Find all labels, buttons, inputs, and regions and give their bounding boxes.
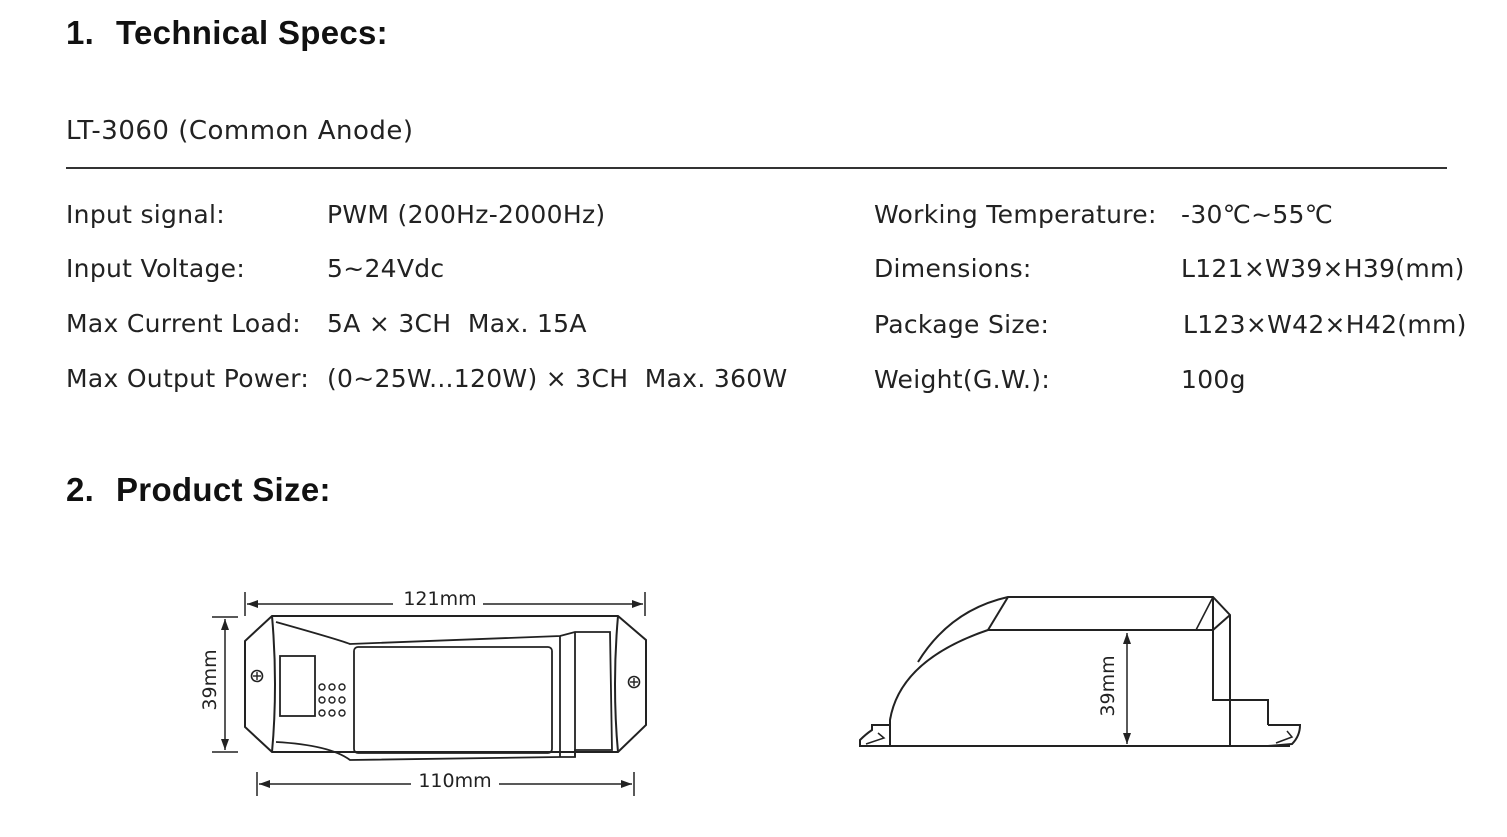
section-heading-product-size bbox=[66, 471, 331, 509]
spec-label-working-temperature: Working Temperature: bbox=[874, 200, 1157, 229]
side-view-diagram bbox=[850, 585, 1310, 764]
spec-label-weight: Weight(G.W.): bbox=[874, 365, 1051, 394]
spec-label-dimensions: Dimensions: bbox=[874, 254, 1032, 283]
spec-value-input-voltage: 5~24Vdc bbox=[327, 254, 445, 283]
spec-value-max-output-power: (0~25W...120W) × 3CH Max. 360W bbox=[327, 364, 788, 393]
spec-label-package-size: Package Size: bbox=[874, 310, 1050, 339]
dimension-label-side-height: 39mm bbox=[1097, 655, 1119, 717]
section-heading-technical-specs bbox=[66, 14, 388, 52]
spec-value-max-current-load: 5A × 3CH Max. 15A bbox=[327, 309, 587, 338]
section-title: Technical Specs: bbox=[116, 14, 388, 51]
spec-label-max-output-power: Max Output Power: bbox=[66, 364, 310, 393]
divider bbox=[66, 167, 1447, 169]
section-number: 2. bbox=[66, 471, 95, 508]
spec-value-weight: 100g bbox=[1181, 365, 1246, 394]
dimension-label-length: 121mm bbox=[403, 588, 477, 610]
section-title: Product Size: bbox=[116, 471, 331, 508]
spec-label-max-current-load: Max Current Load: bbox=[66, 309, 301, 338]
dimension-label-base: 110mm bbox=[418, 770, 492, 792]
spec-value-input-signal: PWM (200Hz-2000Hz) bbox=[327, 200, 606, 229]
section-number: 1. bbox=[66, 14, 95, 51]
spec-value-dimensions: L121×W39×H39(mm) bbox=[1181, 254, 1465, 283]
spec-value-package-size: L123×W42×H42(mm) bbox=[1183, 310, 1467, 339]
spec-label-input-signal: Input signal: bbox=[66, 200, 225, 229]
spec-value-working-temperature: -30℃~55℃ bbox=[1181, 200, 1334, 229]
top-view-diagram bbox=[190, 580, 660, 814]
model-name: LT-3060 (Common Anode) bbox=[66, 116, 414, 146]
dimension-label-height: 39mm bbox=[199, 649, 221, 711]
spec-label-input-voltage: Input Voltage: bbox=[66, 254, 246, 283]
